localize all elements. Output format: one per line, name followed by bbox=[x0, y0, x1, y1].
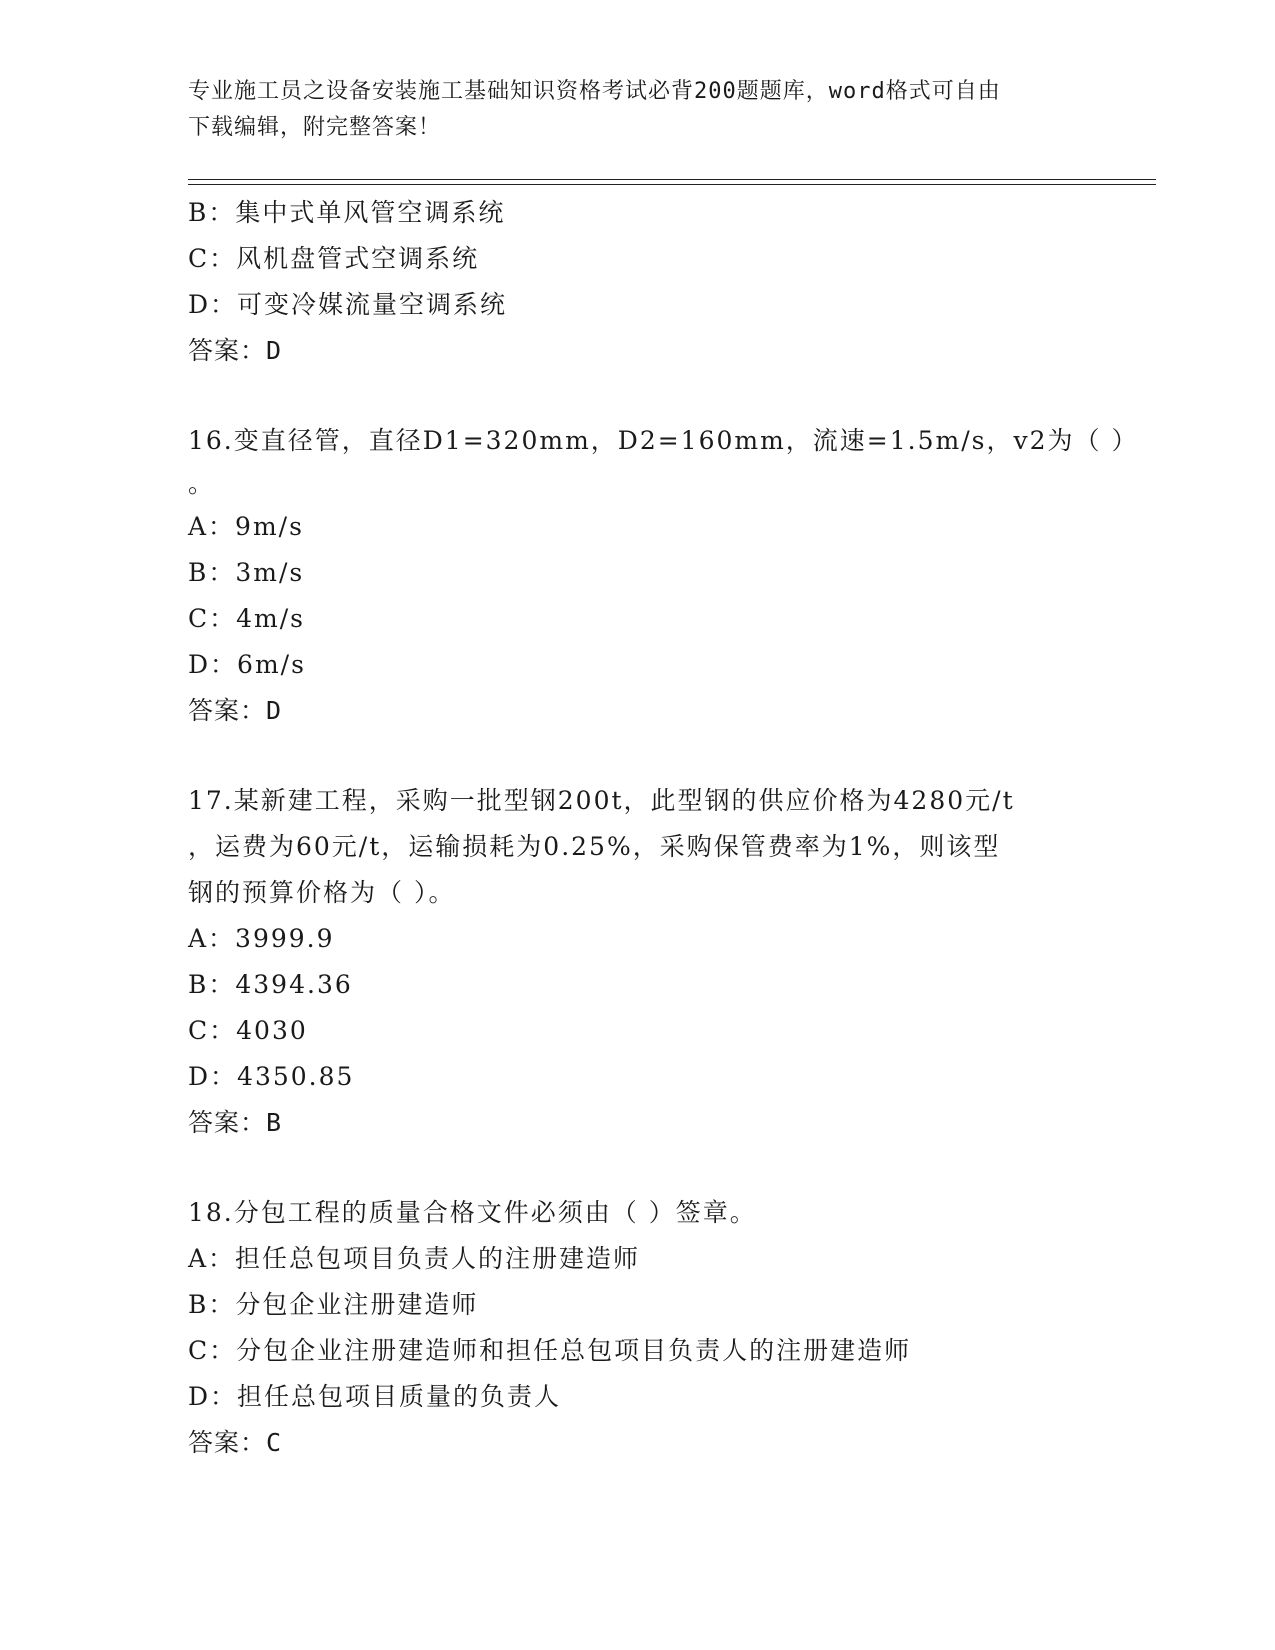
question-15 bbox=[188, 190, 1088, 374]
question-18 bbox=[188, 1190, 1088, 1466]
q15-option-d: D：可变冷媒流量空调系统 bbox=[188, 290, 508, 319]
question-16 bbox=[188, 418, 1139, 734]
q17-stem-line-3: 钢的预算价格为（ ）。 bbox=[188, 878, 456, 907]
q16-answer: 答案：D bbox=[188, 696, 283, 725]
q15-answer: 答案：D bbox=[188, 336, 283, 365]
header-divider-top bbox=[188, 179, 1156, 180]
q15-option-c: C：风机盘管式空调系统 bbox=[188, 244, 480, 273]
q16-option-a: A：9m/s bbox=[188, 512, 304, 541]
q17-option-a: A：3999.9 bbox=[188, 924, 335, 953]
q18-option-c: C：分包企业注册建造师和担任总包项目负责人的注册建造师 bbox=[188, 1336, 912, 1365]
q16-stem-line-1: 16.变直径管，直径D1=320mm，D2=160mm，流速=1.5m/s，v2为（ ） bbox=[188, 426, 1139, 455]
q18-option-b: B：分包企业注册建造师 bbox=[188, 1290, 479, 1319]
q16-option-b: B：3m/s bbox=[188, 558, 305, 587]
q17-option-b: B：4394.36 bbox=[188, 970, 353, 999]
q17-answer: 答案：B bbox=[188, 1108, 283, 1137]
q16-option-d: D：6m/s bbox=[188, 650, 306, 679]
question-17 bbox=[188, 778, 1088, 1146]
header-title-line-2: 下载编辑，附完整答案！ bbox=[188, 115, 442, 140]
q16-stem-line-2: 。 bbox=[188, 469, 216, 498]
q18-option-a: A：担任总包项目负责人的注册建造师 bbox=[188, 1244, 641, 1273]
q18-stem: 18.分包工程的质量合格文件必须由（ ）签章。 bbox=[188, 1198, 757, 1227]
q16-option-c: C：4m/s bbox=[188, 604, 305, 633]
header-divider-bottom bbox=[188, 184, 1156, 185]
q17-stem-line-1: 17.某新建工程，采购一批型钢200t，此型钢的供应价格为4280元/t bbox=[188, 786, 1015, 815]
document-header bbox=[188, 74, 1088, 146]
q15-option-b: B：集中式单风管空调系统 bbox=[188, 198, 506, 227]
q17-option-d: D：4350.85 bbox=[188, 1062, 355, 1091]
header-title-line-1: 专业施工员之设备安装施工基础知识资格考试必背200题题库，word格式可自由 bbox=[188, 79, 1001, 104]
q17-option-c: C：4030 bbox=[188, 1016, 308, 1045]
question-list bbox=[188, 190, 1139, 1466]
q18-answer: 答案：C bbox=[188, 1428, 283, 1457]
q17-stem-line-2: ，运费为60元/t，运输损耗为0.25%，采购保管费率为1%，则该型 bbox=[188, 832, 1001, 861]
q18-option-d: D：担任总包项目质量的负责人 bbox=[188, 1382, 562, 1411]
